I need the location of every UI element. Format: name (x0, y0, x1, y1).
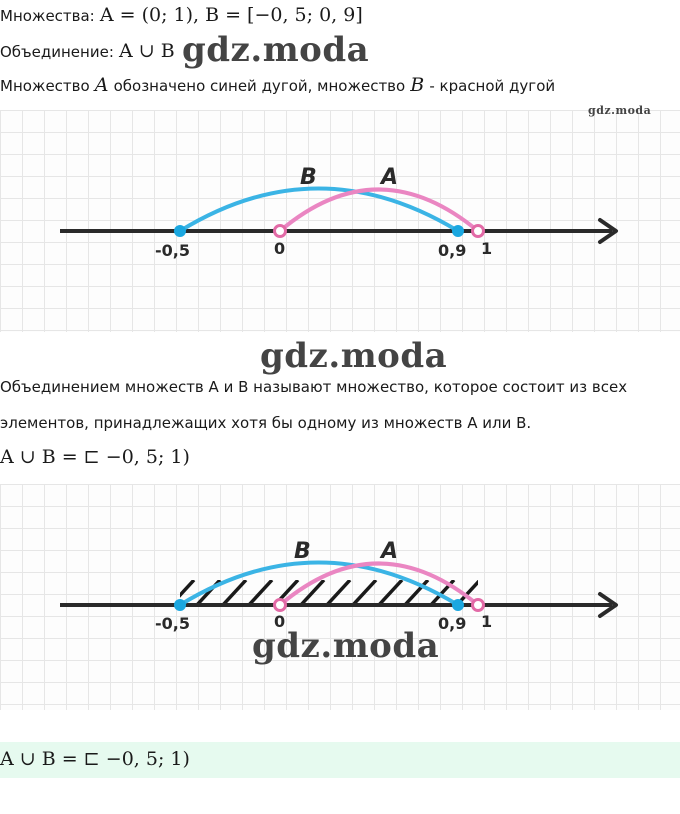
answer-expression: A ∪ B = ⊏ −0, 5; 1) (0, 748, 190, 770)
explanation-line-1: Объединением множеств А и В называют множество, которое состоит из всех (0, 378, 628, 396)
point-0-9 (452, 225, 464, 237)
arc-label-b: B (294, 539, 311, 564)
sets-expression: A = (0; 1), B = [−0, 5; 0, 9] (99, 4, 363, 26)
tick-label-minus-0-5: -0,5 (155, 241, 190, 260)
watermark-bottom: gdz.moda (252, 626, 440, 666)
sets-label: Множества: (0, 7, 95, 25)
tick-label-0-9: 0,9 (438, 241, 467, 260)
sets-line (0, 4, 363, 26)
description-prefix: Множество (0, 77, 90, 95)
description-set-a: A (94, 74, 109, 96)
arc-label-b: B (300, 165, 317, 190)
description-mid: обозначено синей дугой, множество (113, 77, 406, 95)
description-line (0, 74, 555, 96)
point-0 (275, 226, 286, 237)
union-label: Объединение: (0, 43, 114, 61)
tick-label-1: 1 (481, 239, 493, 258)
number-line-1-svg (0, 110, 680, 332)
tick-label-1: 1 (481, 612, 493, 631)
explanation-line-2: элементов, принадлежащих хотя бы одному из множеств А или В. (0, 414, 532, 432)
answer-box (0, 742, 680, 778)
union-result-expression: A ∪ B = ⊏ −0, 5; 1) (0, 446, 190, 468)
arc-label-a: A (381, 165, 399, 190)
point-minus-0-5 (174, 225, 186, 237)
watermark-middle: gdz.moda (260, 336, 448, 376)
point-0-9 (452, 599, 464, 611)
number-line-2-svg (0, 484, 680, 710)
point-0 (275, 600, 286, 611)
watermark-small: gdz.moda (588, 104, 652, 117)
number-line-diagram-2 (0, 484, 680, 710)
watermark-top: gdz.moda (182, 30, 370, 70)
point-1 (473, 226, 484, 237)
tick-label-0: 0 (274, 612, 286, 631)
description-set-b: B (410, 74, 425, 96)
union-expression: A ∪ B (118, 40, 175, 62)
tick-label-0-9: 0,9 (438, 614, 467, 633)
tick-label-minus-0-5: -0,5 (155, 614, 190, 633)
point-1 (473, 600, 484, 611)
arc-label-a: A (381, 539, 399, 564)
tick-label-0: 0 (274, 239, 286, 258)
number-line-diagram-1 (0, 104, 680, 332)
point-minus-0-5 (174, 599, 186, 611)
union-line (0, 40, 175, 62)
description-suffix: - красной дугой (429, 77, 556, 95)
